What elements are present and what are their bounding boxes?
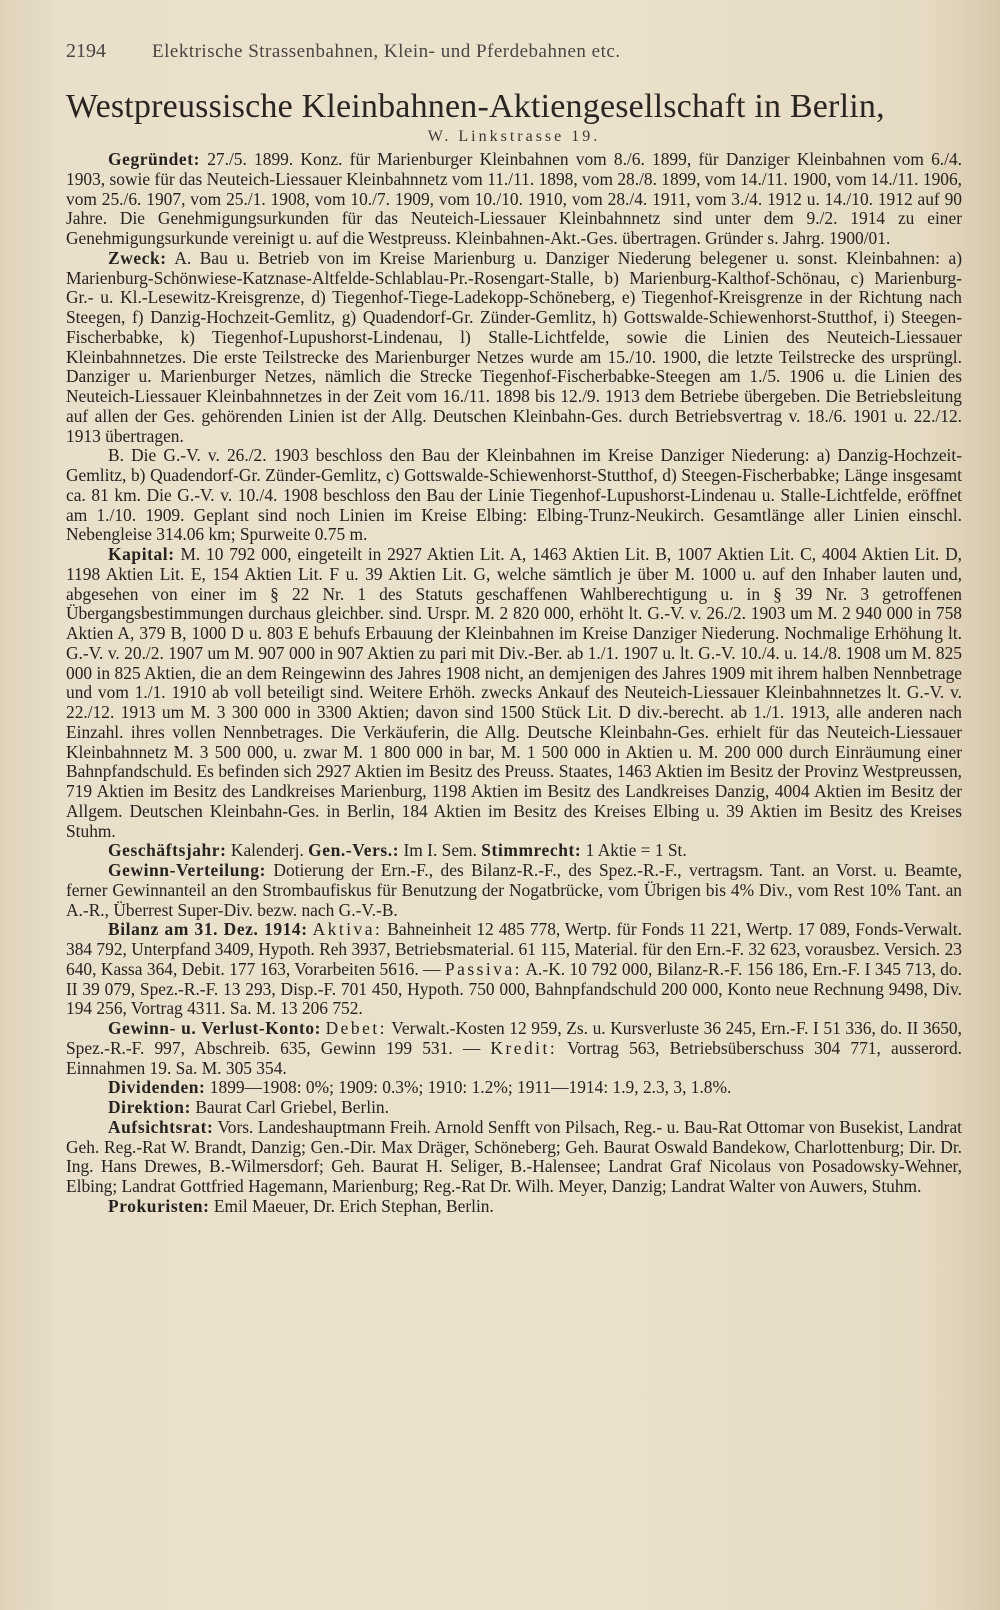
article-body xyxy=(66,150,962,1217)
running-title: Elektrische Strassenbahnen, Klein- und Pferdebahnen etc. xyxy=(152,41,621,62)
label-gewinn-verteilung: Gewinn-Verteilung: xyxy=(108,860,266,880)
text-gegruendet: 27./5. 1899. Konz. für Marienburger Kleinbahnen vom 8./6. 1899, für Danziger Kleinbahnen vom 6./4. 1903, sowie für das Neuteich-Liessauer Kleinbahnnetz vom 11./11. 1898, vom 28./8. 1899, vom 14./11. 1900, vom 14./11. 1906, vom 25./6. 1907, vom 25./1. 1908, vom 10./7. 1909, vom 10./10. 1910, vom 28./4. 1911, vom 3./4. 1912 u. 14./10. 1912 auf 90 Jahre. Die Genehmigungsurkunden für das Neuteich-Liessauer Kleinbahnnetz sind unter dem 9./2. 1914 zu einer Genehmigungsurkunde vereinigt u. auf die Westpreuss. Kleinbahnen-Akt.-Ges. übertragen. Gründer s. Jahrg. 1900/01. xyxy=(66,149,962,248)
text-aktiva: Bahneinheit 12 485 778, Wertp. für Fonds 11 221, Wertp. 17 089, Fonds-Verwalt. 384 792, Unterpfand 3409, Hypoth. Reh 3937, Betriebsmaterial. 61 115, Material. für den Ern.-F. 32 623, vorausbez. Versich. 23 640, Kassa 364, Debit. 177 163, Vorarbeiten 5616. — xyxy=(66,919,962,979)
section-geschaeftsjahr xyxy=(66,841,962,861)
section-gewinn-verteilung xyxy=(66,861,962,920)
text-dividenden: 1899—1908: 0%; 1909: 0.3%; 1910: 1.2%; 1911—1914: 1.9, 2.3, 3, 1.8%. xyxy=(209,1077,732,1098)
text-geschaeftsjahr: Kalenderj. xyxy=(230,840,304,861)
text-kredit: Vortrag 563, Betriebsüberschuss 304 771, ausserord. Einnahmen 19. Sa. M. 305 354. xyxy=(66,1037,962,1078)
company-address: W. Linkstrasse 19. xyxy=(427,128,601,145)
label-passiva: Passiva: xyxy=(444,958,522,979)
label-gegruendet: Gegründet: xyxy=(108,149,200,169)
label-debet: Debet: xyxy=(325,1018,387,1038)
text-aufsichtsrat: Vors. Landeshauptmann Freih. Arnold Senfft von Pilsach, Reg.- u. Bau-Rat Ottomar von Busekist, Landrat Geh. Reg.-Rat W. Brandt, Danzig; Gen.-Dir. Max Dräger, Schöneberg; Geh. Baurat Oswald Bandekow, Charlottenburg; Dir. Dr. Ing. Hans Drewes, B.-Wilmersdorf; Geh. Baurat H. Seliger, B.-Halensee; Landrat Graf Nicolaus von Posadowsky-Wehner, Elbing; Landrat Gottfried Hagemann, Marienburg; Reg.-Rat Dr. Wilh. Meyer, Danzig; Landrat Walter von Auwers, Stuhm. xyxy=(66,1116,962,1196)
label-gen-vers: Gen.-Vers.: xyxy=(308,840,400,861)
label-bilanz: Bilanz am 31. Dez. 1914: xyxy=(108,919,308,940)
label-kapital: Kapital: xyxy=(108,544,175,564)
label-stimmrecht: Stimmrecht: xyxy=(481,840,582,861)
label-zweck: Zweck: xyxy=(108,247,167,268)
section-bilanz xyxy=(66,920,962,1019)
text-zweck-a: A. Bau u. Betrieb von im Kreise Marienburg u. Danziger Niederung belegener u. sonst. Kleinbahnen: a) Marienburg-Schönwiese-Katznase-Altfelde-Schlablau-Pr.-Rosengart-Stalle, b) Marienburg-Kalthof-Schönau, c) Marienburg-Gr.- u. Kl.-Lesewitz-Kreisgrenze, d) Tiegenhof-Tiege-Ladekopp-Schöneberg, e) Tiegenhof-Kreisgrenze in der Richtung nach Steegen, f) Danzig-Hochzeit-Gemlitz, g) Quadendorf-Gr. Zünder-Gemlitz, h) Gottswalde-Schiewenhorst-Stutthof, i) Steegen-Fischerbabke, k) Tiegenhof-Lupushorst-Lindenau, l) Stalle-Lichtfelde, sowie die Linien des Neuteich-Liessauer Kleinbahnnetzes. Die erste Teilstrecke des Marienburger Netzes wurde am 15./10. 1900, die letzte Teilstrecke des ursprüngl. Danziger u. Marienburger Netzes, nämlich die Strecke Tiegenhof-Fischerbabke-Steegen am 1./5. 1906 u. die Linien des Neuteich-Liessauer Kleinbahnnetzes in der Zeit vom 16./11. 1898 bis 12./9. 1913 dem Betriebe übergeben. Die Betriebsleitung auf allen der Ges. gehörenden Linien ist der Allg. Deutschen Kleinbahn-Ges. durch Betriebsvertrag v. 18./6. 1901 u. 22./12. 1913 übertragen. xyxy=(66,247,962,446)
section-direktion xyxy=(66,1098,962,1118)
label-aufsichtsrat: Aufsichtsrat: xyxy=(108,1116,214,1137)
text-stimmrecht: 1 Aktie = 1 St. xyxy=(585,840,687,861)
label-prokuristen: Prokuristen: xyxy=(108,1195,210,1216)
section-prokuristen xyxy=(66,1197,962,1217)
text-debet: Verwalt.-Kosten 12 959, Zs. u. Kursverluste 36 245, Ern.-F. I 51 336, do. II 3650, Spez.-R.-F. 997, Abschreib. 635, Gewinn 199 531. — xyxy=(66,1018,962,1058)
label-direktion: Direktion: xyxy=(108,1097,191,1117)
label-gewinn-konto: Gewinn- u. Verlust-Konto: xyxy=(108,1018,322,1038)
text-prokuristen: Emil Maeuer, Dr. Erich Stephan, Berlin. xyxy=(213,1195,494,1216)
section-gegruendet xyxy=(66,150,962,249)
label-dividenden: Dividenden: xyxy=(108,1077,206,1098)
section-zweck-b xyxy=(66,446,962,545)
company-title: Westpreussische Kleinbahnen-Aktiengesellschaft in Berlin, xyxy=(66,88,885,125)
label-geschaeftsjahr: Geschäftsjahr: xyxy=(108,840,227,861)
section-aufsichtsrat xyxy=(66,1118,962,1197)
label-kredit: Kredit: xyxy=(490,1037,558,1058)
text-gewinn-verteilung: Dotierung der Ern.-F., des Bilanz-R.-F., des Spez.-R.-F., vertragsm. Tant. an Vorst. u. Beamte, ferner Gewinnanteil an den Strombaufiskus für Benutzung der Nogatbrücke, vom Übrigen bis 4% Div., vom Rest 10% Tant. an A.-R., Überrest Super-Div. bezw. nach G.-V.-B. xyxy=(66,860,962,920)
section-gewinn-konto xyxy=(66,1019,962,1078)
section-kapital xyxy=(66,545,962,841)
running-header xyxy=(66,40,962,70)
page-number: 2194 xyxy=(66,40,106,62)
text-kapital: M. 10 792 000, eingeteilt in 2927 Aktien Lit. A, 1463 Aktien Lit. B, 1007 Aktien Lit. C, 4004 Aktien Lit. D, 1198 Aktien Lit. E, 154 Aktien Lit. F u. 39 Aktien Lit. G, welche sämtlich je über M. 1000 u. auf den Inhaber lauten und, abgesehen von einer im § 22 Nr. 1 des Statuts geschaffenen Wahlberechtigung u. in § 39 Nr. 3 getroffenen Übergangsbestimmungen durchaus gleichber. sind. Urspr. M. 2 820 000, erhöht lt. G.-V. v. 26./2. 1903 um M. 2 940 000 in 758 Aktien A, 379 B, 1000 D u. 803 E behufs Erbauung der Kleinbahnen im Kreise Danziger Niederung. Nochmalige Erhöhung lt. G.-V. v. 20./2. 1907 um M. 907 000 in 907 Aktien zu pari mit Div.-Ber. ab 1./1. 1907 u. lt. G.-V. 10./4. u. 14./8. 1908 um M. 825 000 in 825 Aktien, die an dem Reingewinn des Jahres 1908 nicht, an demjenigen des Jahres 1909 mit ihrem halben Nennbetrage und vom 1./1. 1910 ab voll beteiligt sind. Weitere Erhöh. zwecks Ankauf des Neuteich-Liessauer Kleinbahnnetzes lt. G.-V. v. 22./12. 1913 um M. 3 300 000 in 3300 Aktien; davon sind 1500 Stück Lit. D div.-berecht. ab 1./1. 1913, alle anderen nach Einzahl. ihres vollen Nennbetrages. Die Verkäuferin, die Allg. Deutsche Kleinbahn-Ges. erhielt für das Neuteich-Liessauer Kleinbahnnetz M. 3 500 000, u. zwar M. 1 800 000 in bar, M. 1 500 000 in Aktien u. M. 200 000 durch Einräumung einer Bahnpfandschuld. Es befinden sich 2927 Aktien im Besitz des Preuss. Staates, 1463 Aktien im Besitz der Provinz Westpreussen, 719 Aktien im Besitz des Landkreises Marienburg, 1198 Aktien im Besitz des Landkreises Danzig, 4004 Aktien im Besitz der Allgem. Deutschen Kleinbahn-Ges. in Berlin, 184 Aktien im Besitz des Kreises Elbing u. 39 Aktien im Besitz des Kreises Stuhm. xyxy=(66,544,962,841)
text-gen-vers: Im I. Sem. xyxy=(403,840,477,861)
label-aktiva: Aktiva: xyxy=(312,919,383,940)
text-passiva: A.-K. 10 792 000, Bilanz-R.-F. 156 186, Ern.-F. I 345 713, do. II 39 079, Spez.-R.-F. 13 293, Disp.-F. 701 450, Hypoth. 750 000, Bahnpfandschuld 200 000, Konto neue Rechnung 9498, Div. 194 256, Vortrag 4311. Sa. M. 13 206 752. xyxy=(66,958,962,1019)
text-direktion: Baurat Carl Griebel, Berlin. xyxy=(195,1097,389,1117)
text-zweck-b: B. Die G.-V. v. 26./2. 1903 beschloss den Bau der Kleinbahnen im Kreise Danziger Niederung: a) Danzig-Hochzeit-Gemlitz, b) Quadendorf-Gr. Zünder-Gemlitz, c) Gottswalde-Schiewenhorst-Stutthof, d) Steegen-Fischerbabke; Länge insgesamt ca. 81 km. Die G.-V. v. 10./4. 1908 beschloss den Bau der Linie Tiegenhof-Lupushorst-Lindenau u. Stalle-Lichtfelde, eröffnet am 1./10. 1909. Geplant sind noch Linien im Kreise Elbing: Elbing-Trunz-Neukirch. Gesamtlänge aller Linien einschl. Nebengleise 314.06 km; Spurweite 0.75 m. xyxy=(66,445,962,545)
section-dividenden xyxy=(66,1078,962,1098)
section-zweck xyxy=(66,249,962,447)
